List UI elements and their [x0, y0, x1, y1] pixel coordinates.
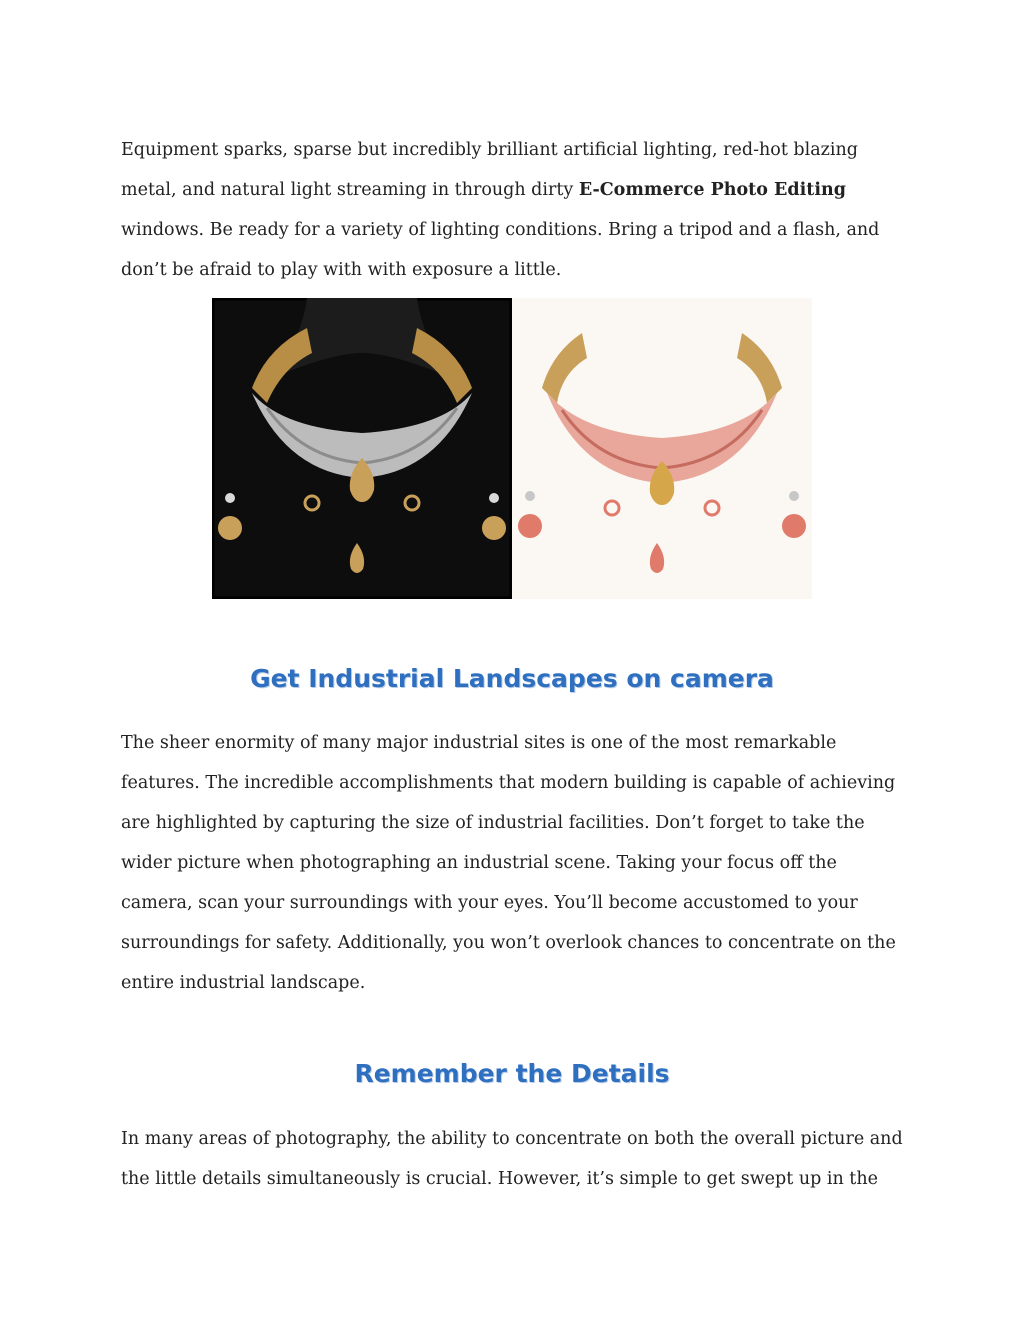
paragraph-text: Equipment sparks, sparse but incredibly brilliant artificial lighting, red-hot blazing metal, and natural light streaming in through dirty [121, 140, 858, 200]
paragraph-details: In many areas of photography, the ability to concentrate on both the overall picture and the little details simultaneously is crucial. However, it’s simple to get swept up in the [121, 1129, 903, 1189]
paragraph-industrial-landscapes: The sheer enormity of many major industrial sites is one of the most remarkable features. The incredible accomplishments that modern building is capable of achieving are highlighted by capturing the size of industrial facilities. Don’t forget to take the wider picture when photographing an industrial scene. Taking your focus off the camera, scan your surroundings with your eyes. You’ll become accustomed to your surroundings for safety. Additionally, you won’t overlook chances to concentrate on the entire industrial landscape. [121, 733, 896, 993]
jewelry-before-after-image [212, 298, 812, 599]
heading-remember-details: Remember the Details [354, 1059, 670, 1088]
necklace-dark-photo [212, 298, 512, 599]
heading-industrial-landscapes: Get Industrial Landscapes on camera [250, 664, 774, 693]
ecommerce-photo-editing-link[interactable]: E-Commerce Photo Editing [578, 180, 846, 200]
paragraph-text: windows. Be ready for a variety of lighting conditions. Bring a tripod and a flash, and don’t be afraid to play with with exposure a little. [121, 220, 880, 280]
necklace-light-photo [512, 298, 812, 599]
paragraph-lighting [121, 130, 911, 290]
